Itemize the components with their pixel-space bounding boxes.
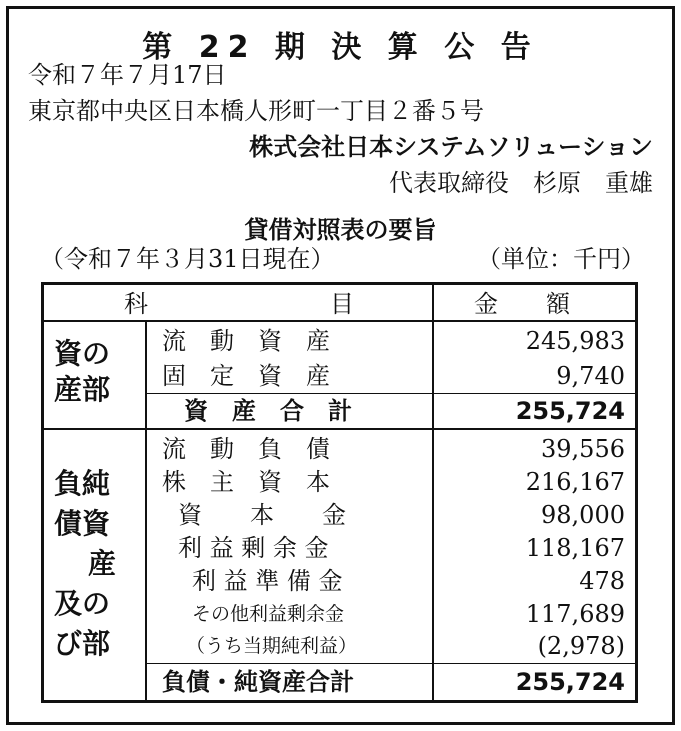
- liab-total-rule: [145, 663, 635, 664]
- header-item-1: 科: [124, 290, 148, 318]
- assets-label-line-1: 資の: [54, 337, 111, 370]
- row-amount-total-assets: 255,724: [515, 397, 625, 425]
- notice-date: 令和７年７月17日: [28, 61, 227, 89]
- row-label-other-retained: その他利益剰余金: [192, 603, 345, 625]
- row-amount-capital: 98,000: [541, 501, 625, 529]
- liab-label-line-4: 及の: [54, 587, 111, 620]
- row-amount-total-liab-equity: 255,724: [515, 668, 625, 696]
- assets-total-rule: [145, 393, 635, 394]
- row-label-shareholders-equity: 株 主 資 本: [162, 468, 330, 496]
- amount-divider: [432, 285, 434, 700]
- row-label-current-assets: 流 動 資 産: [162, 327, 330, 355]
- row-amount-shareholders-equity: 216,167: [525, 468, 625, 496]
- row-amount-retained-earnings: 118,167: [525, 534, 625, 562]
- balance-sheet-table: [41, 282, 638, 703]
- row-label-fixed-assets: 固 定 資 産: [162, 362, 330, 390]
- row-label-total-assets: 資 産 合 計: [184, 397, 352, 425]
- row-label-legal-reserve: 利 益 準 備 金: [192, 567, 343, 595]
- liab-label-line-2: 債資: [54, 507, 111, 540]
- row-amount-fixed-assets: 9,740: [556, 362, 625, 390]
- statement-title: 貸借対照表の要旨: [244, 216, 437, 244]
- row-amount-current-liabilities: 39,556: [541, 435, 625, 463]
- row-amount-other-retained: 117,689: [525, 600, 625, 628]
- company-address: 東京都中央区日本橋人形町一丁目２番５号: [28, 97, 484, 125]
- assets-label-line-2: 産部: [54, 373, 111, 406]
- row-label-current-liabilities: 流 動 負 債: [162, 435, 330, 463]
- row-label-total-liab-equity: 負債・純資産合計: [162, 668, 354, 696]
- row-label-retained-earnings: 利 益 剰 余 金: [178, 534, 329, 562]
- row-amount-net-income: (2,978): [537, 632, 625, 660]
- header-amount: 金 額: [474, 290, 570, 318]
- liab-label-line-3: 産: [88, 547, 117, 580]
- notice-title: 第 22 期 決 算 公 告: [142, 30, 539, 65]
- category-divider: [145, 321, 147, 700]
- row-label-capital: 資 本 金: [178, 501, 346, 529]
- row-amount-legal-reserve: 478: [579, 567, 625, 595]
- representative: 代表取締役 杉原 重雄: [389, 169, 653, 197]
- company-name: 株式会社日本システムソリューション: [249, 133, 653, 161]
- row-label-net-income: （うち当期純利益）: [186, 635, 358, 657]
- section-rule: [44, 428, 635, 430]
- header-item-2: 目: [330, 290, 354, 318]
- unit-label: （単位：千円）: [477, 245, 645, 273]
- liab-label-line-1: 負純: [54, 467, 111, 500]
- row-amount-current-assets: 245,983: [525, 327, 625, 355]
- as-of-date: （令和７年３月31日現在）: [40, 245, 335, 273]
- liab-label-line-5: び部: [54, 627, 111, 660]
- header-rule: [44, 320, 635, 322]
